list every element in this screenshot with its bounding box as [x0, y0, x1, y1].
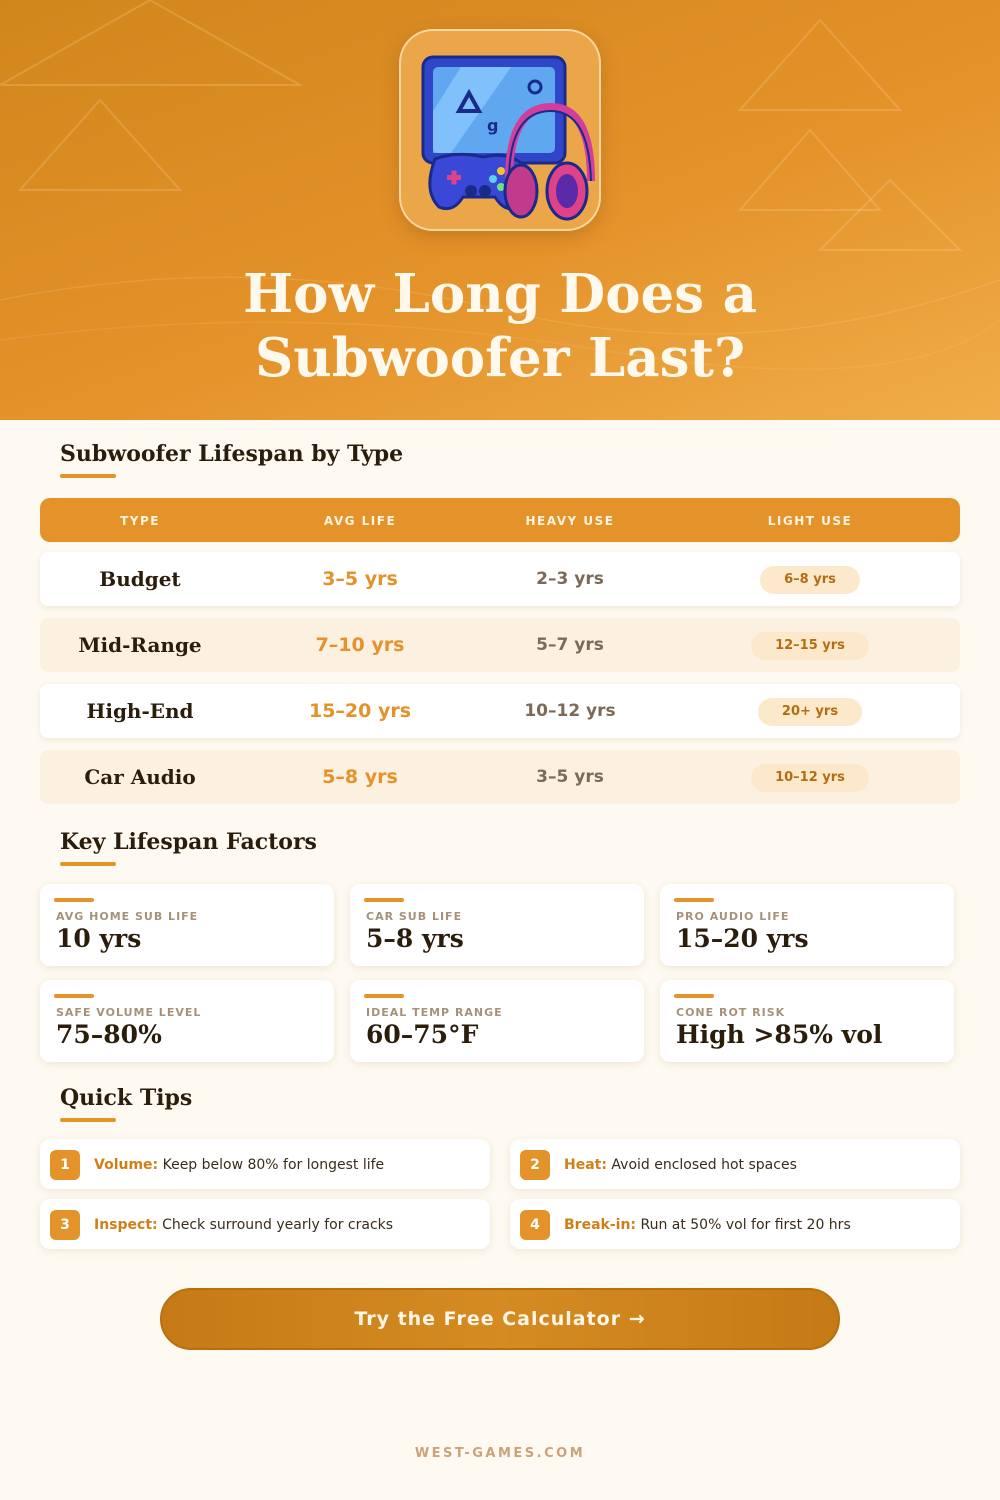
table-row — [40, 684, 960, 738]
stat-card — [40, 980, 334, 1062]
tip-item — [510, 1139, 960, 1189]
quick-tips-title: Quick Tips — [60, 1085, 193, 1111]
table-header — [40, 498, 960, 542]
tip-description: Keep below 80% for longest life — [158, 1157, 385, 1173]
tip-number-badge: 3 — [50, 1210, 80, 1240]
tip-keyword: Inspect: — [94, 1217, 158, 1233]
cell-heavy-use: 5–7 yrs — [536, 635, 604, 655]
stat-value: 5–8 yrs — [366, 924, 464, 953]
stat-label: CAR SUB LIFE — [366, 910, 463, 923]
cell-type: Budget — [99, 567, 181, 591]
stat-value: High >85% vol — [676, 1020, 883, 1049]
gaming-monitor-controller-headphones-icon — [401, 31, 603, 233]
light-use-badge: 10–12 yrs — [751, 764, 869, 792]
card-accent-bar — [54, 994, 94, 998]
cell-type: Car Audio — [84, 765, 196, 789]
footer-site-link[interactable]: WEST-GAMES.COM — [414, 1446, 586, 1461]
header-type: TYPE — [120, 514, 160, 528]
cell-type: High-End — [86, 699, 194, 723]
header-avg-life: AVG LIFE — [323, 514, 397, 528]
cell-light-use — [710, 618, 910, 672]
stat-value: 15–20 yrs — [676, 924, 809, 953]
stat-label: SAFE VOLUME LEVEL — [56, 1006, 202, 1019]
stat-label: AVG HOME SUB LIFE — [56, 910, 199, 923]
stat-card — [350, 884, 644, 966]
cell-light-use — [710, 552, 910, 606]
cell-avg-life: 15–20 yrs — [308, 700, 412, 722]
card-accent-bar — [364, 898, 404, 902]
cell-heavy-use: 2–3 yrs — [536, 569, 604, 589]
cell-avg-life: 5–8 yrs — [322, 766, 398, 788]
stat-card — [660, 980, 954, 1062]
tip-keyword: Volume: — [94, 1157, 159, 1173]
card-accent-bar — [674, 994, 714, 998]
table-row — [40, 552, 960, 606]
card-accent-bar — [54, 898, 94, 902]
tip-keyword: Break-in: — [564, 1217, 637, 1233]
tip-text — [94, 1139, 384, 1189]
stat-card — [660, 884, 954, 966]
free-calculator-button[interactable]: Try the Free Calculator → — [160, 1288, 840, 1350]
light-use-badge: 6–8 yrs — [760, 566, 860, 594]
stat-card — [350, 980, 644, 1062]
section-underline — [60, 474, 116, 478]
page-title — [0, 262, 1000, 390]
cell-avg-life: 3–5 yrs — [322, 568, 398, 590]
app-logo — [399, 29, 601, 231]
section-underline — [60, 862, 116, 866]
stat-label: PRO AUDIO LIFE — [676, 910, 790, 923]
tip-number-badge: 1 — [50, 1150, 80, 1180]
table-row — [40, 618, 960, 672]
tip-description: Run at 50% vol for first 20 hrs — [636, 1217, 851, 1233]
section-underline — [60, 1118, 116, 1122]
stat-label: IDEAL TEMP RANGE — [366, 1006, 503, 1019]
tip-item — [510, 1199, 960, 1249]
tip-item — [40, 1199, 490, 1249]
card-accent-bar — [674, 898, 714, 902]
tip-description: Check surround yearly for cracks — [157, 1217, 394, 1233]
tip-text — [564, 1139, 797, 1189]
cell-light-use — [710, 750, 910, 804]
stat-value: 10 yrs — [56, 924, 142, 953]
table-row — [40, 750, 960, 804]
lifespan-table-title: Subwoofer Lifespan by Type — [60, 441, 404, 467]
factors-title: Key Lifespan Factors — [60, 829, 317, 855]
svg-text:g: g — [487, 116, 499, 135]
cell-type: Mid-Range — [78, 633, 202, 657]
header-light-use: LIGHT USE — [767, 514, 853, 528]
stat-label: CONE ROT RISK — [676, 1006, 786, 1019]
stat-card — [40, 884, 334, 966]
header-heavy-use: HEAVY USE — [525, 514, 615, 528]
cell-avg-life: 7–10 yrs — [315, 634, 405, 656]
tip-description: Avoid enclosed hot spaces — [606, 1157, 797, 1173]
stat-value: 60–75°F — [366, 1020, 479, 1049]
tip-text — [94, 1199, 393, 1249]
stat-value: 75–80% — [56, 1020, 162, 1049]
cell-light-use — [710, 684, 910, 738]
hero-banner — [0, 0, 1000, 420]
light-use-badge: 20+ yrs — [758, 698, 862, 726]
tip-number-badge: 4 — [520, 1210, 550, 1240]
page-title-line2: Subwoofer Last? — [254, 327, 746, 389]
card-accent-bar — [364, 994, 404, 998]
tip-number-badge: 2 — [520, 1150, 550, 1180]
cell-heavy-use: 3–5 yrs — [536, 767, 604, 787]
tip-text — [564, 1199, 851, 1249]
tip-item — [40, 1139, 490, 1189]
light-use-badge: 12–15 yrs — [751, 632, 869, 660]
page-title-line1: How Long Does a — [243, 263, 757, 325]
tip-keyword: Heat: — [564, 1157, 607, 1173]
cell-heavy-use: 10–12 yrs — [524, 701, 616, 721]
